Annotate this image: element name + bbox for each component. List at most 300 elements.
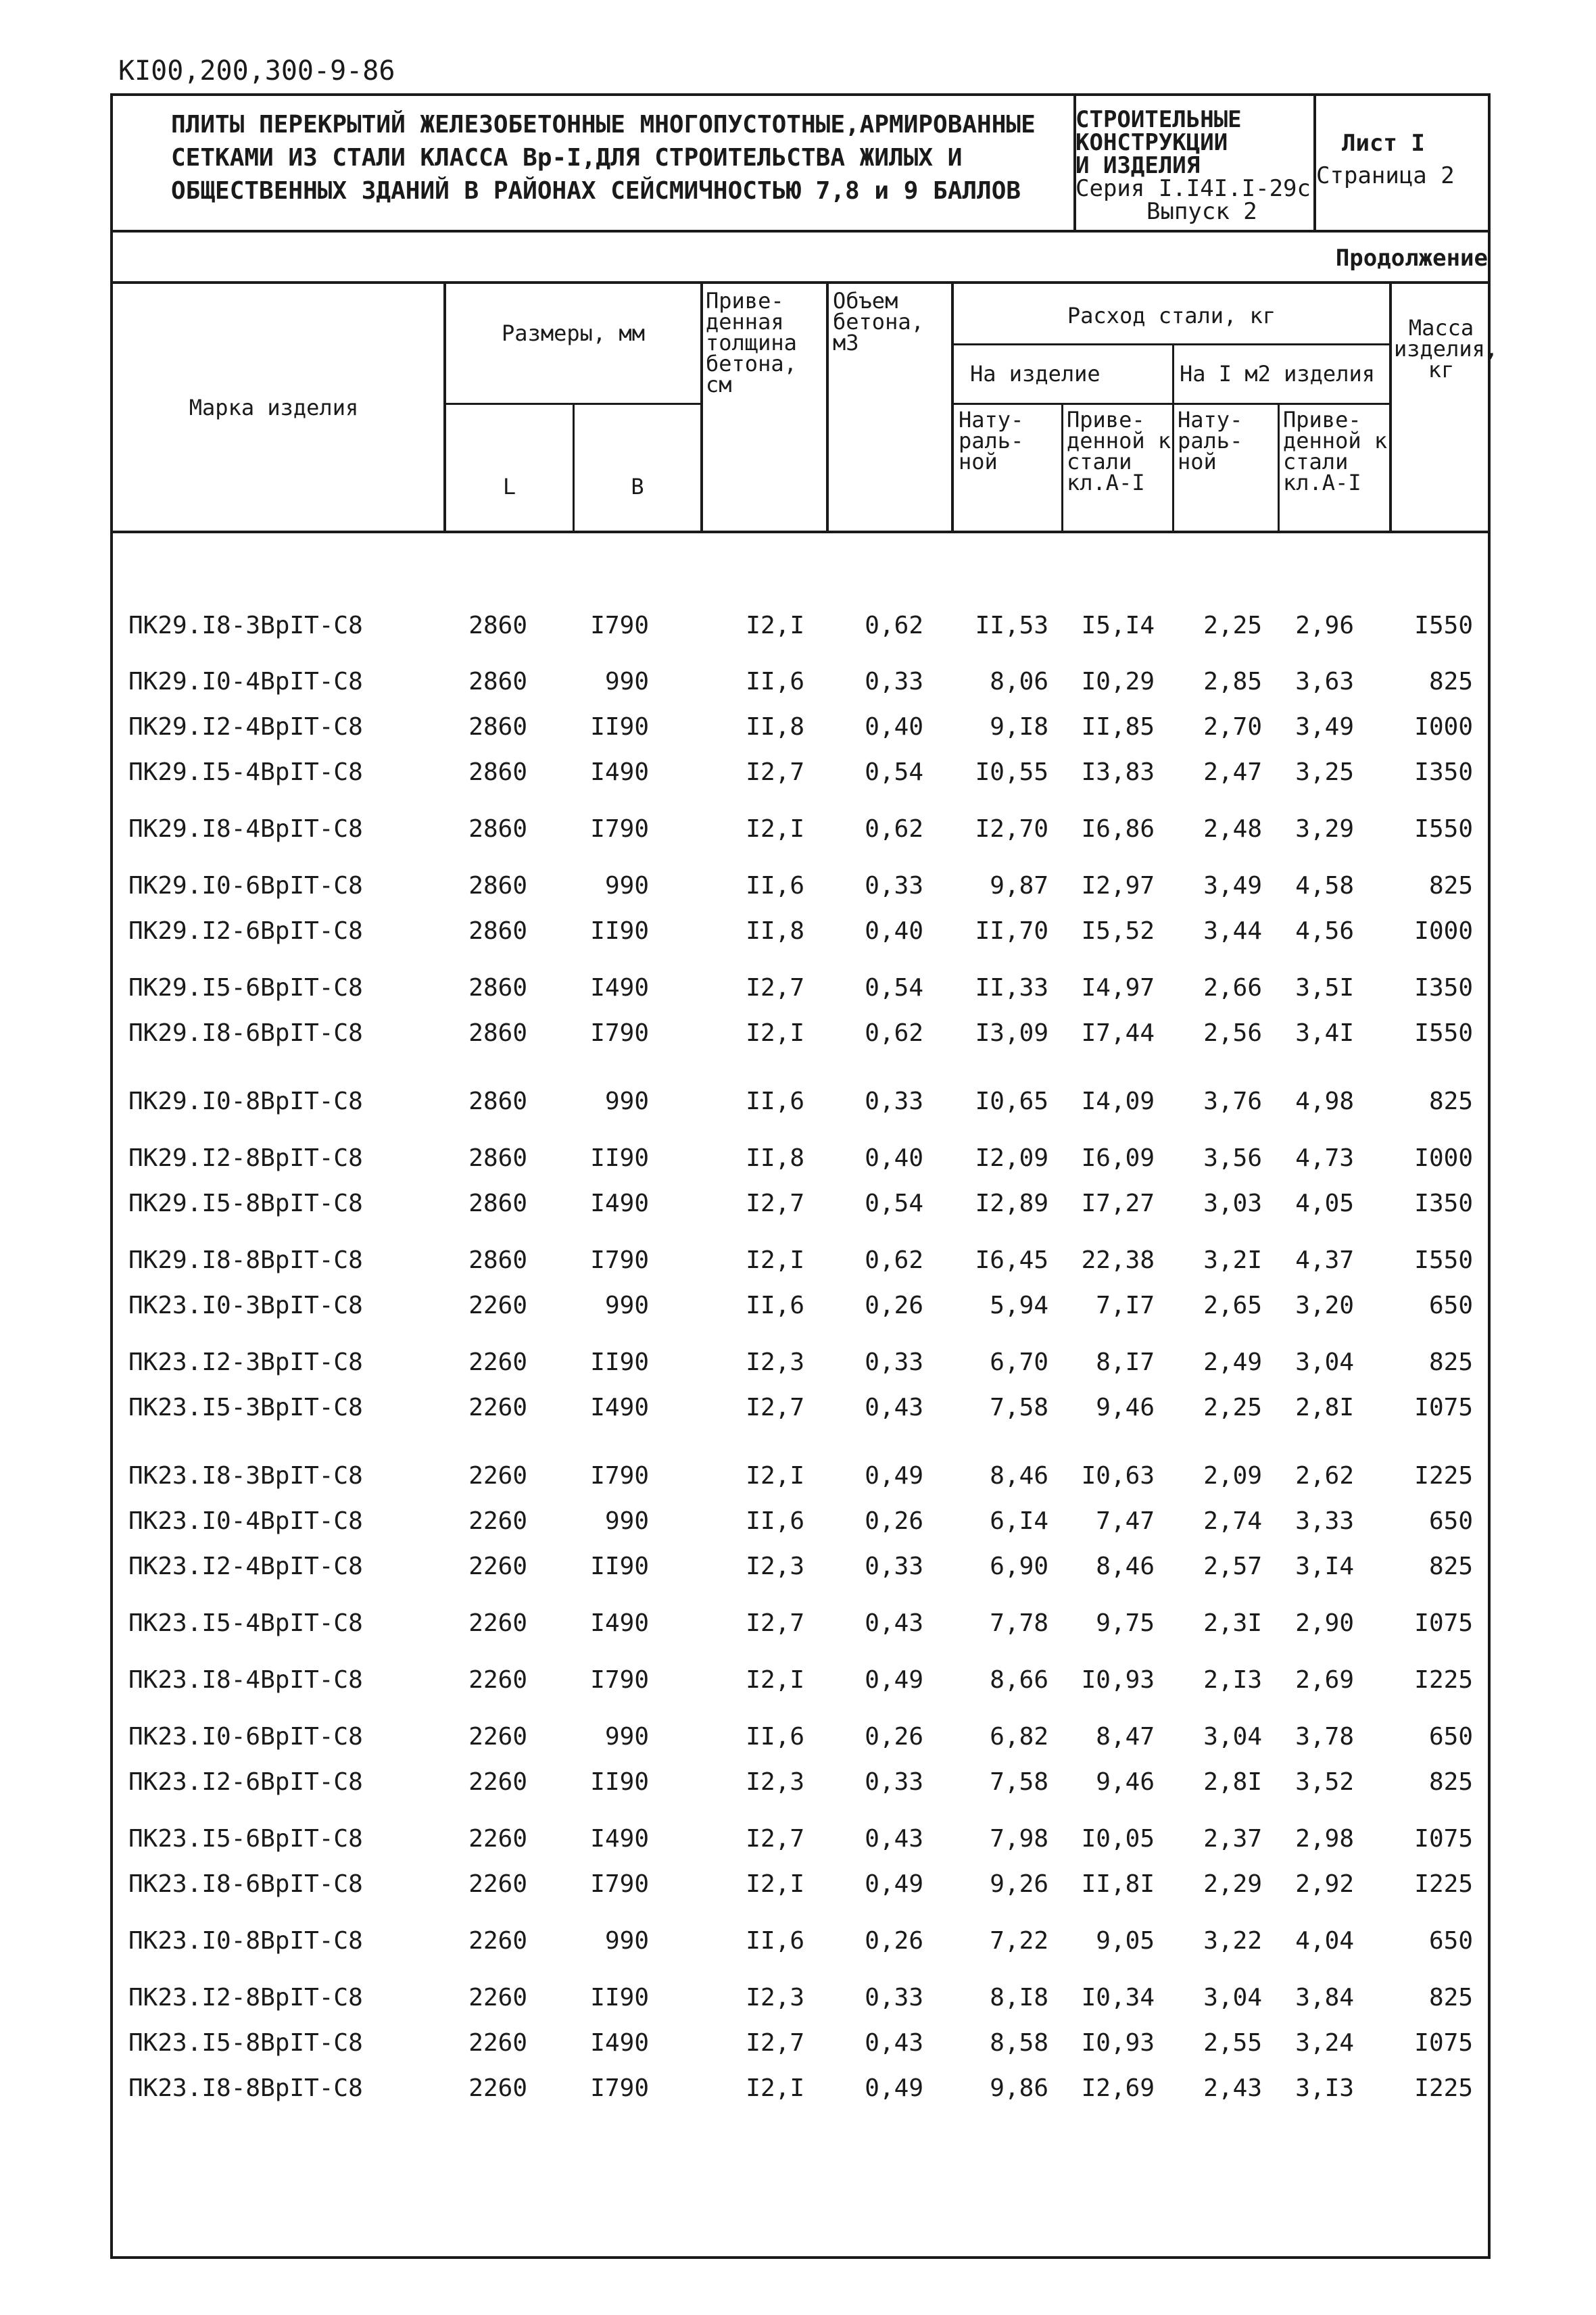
cell-width: I490	[590, 1190, 649, 1217]
cell-volume: 0,26	[865, 1292, 923, 1319]
cell-width: II90	[590, 1553, 649, 1580]
cell-mass: 825	[1428, 1088, 1473, 1115]
cell-steel-reduced: I0,34	[1081, 1984, 1155, 2012]
cell-thickness: II,6	[746, 1723, 804, 1751]
title-block	[110, 93, 1491, 233]
cell-steel-natural: 7,58	[990, 1394, 1048, 1421]
cell-mass: I075	[1414, 1825, 1473, 1853]
cell-mass: I075	[1414, 2029, 1473, 2057]
cell-volume: 0,26	[865, 1927, 923, 1955]
cell-mark: ПК23.I2-6ВрIТ-С8	[128, 1768, 363, 1796]
cell-steel-reduced: 9,75	[1096, 1609, 1155, 1637]
cell-width: I490	[590, 2029, 649, 2057]
cell-steel-reduced: 8,46	[1096, 1553, 1155, 1580]
cell-mark: ПК29.I8-3ВрIТ-С8	[128, 612, 363, 639]
cell-steel-reduced: 7,47	[1096, 1507, 1155, 1535]
cell-thickness: II,6	[746, 1507, 804, 1535]
cell-steel-reduced-m2: 4,58	[1295, 872, 1354, 900]
continuation-label: Продолжение	[1335, 245, 1488, 272]
cell-steel-natural-m2: 2,70	[1203, 713, 1262, 741]
cell-steel-natural: 8,I8	[990, 1984, 1048, 2012]
cell-steel-reduced-m2: 4,05	[1295, 1190, 1354, 1217]
cell-volume: 0,49	[865, 1870, 923, 1898]
cell-steel-natural-m2: 2,85	[1203, 668, 1262, 696]
cell-mass: 825	[1428, 668, 1473, 696]
cell-volume: 0,33	[865, 1984, 923, 2012]
cell-steel-natural: I2,09	[975, 1144, 1048, 1172]
cell-mass: I550	[1414, 612, 1473, 639]
cell-steel-reduced: I2,97	[1081, 872, 1155, 900]
cell-steel-reduced: 7,I7	[1096, 1292, 1155, 1319]
cell-steel-reduced: I0,63	[1081, 1462, 1155, 1490]
cell-length: 2260	[468, 1984, 527, 2012]
cell-steel-natural: 5,94	[990, 1292, 1048, 1319]
cell-thickness: I2,I	[746, 1246, 804, 1274]
cell-steel-natural-m2: 2,65	[1203, 1292, 1262, 1319]
cell-steel-reduced-m2: 3,63	[1295, 668, 1354, 696]
cell-steel-natural-m2: 2,37	[1203, 1825, 1262, 1853]
cell-length: 2860	[468, 612, 527, 639]
header-mass: Масса изделия, кг	[1394, 315, 1499, 383]
cell-length: 2260	[468, 1292, 527, 1319]
cell-volume: 0,49	[865, 2074, 923, 2102]
cell-steel-natural-m2: 2,56	[1203, 1019, 1262, 1047]
cell-volume: 0,62	[865, 815, 923, 843]
cell-width: 990	[604, 1507, 649, 1535]
cell-steel-natural-m2: 3,76	[1203, 1088, 1262, 1115]
cell-thickness: I2,7	[746, 1609, 804, 1637]
cell-steel-reduced-m2: 2,92	[1295, 1870, 1354, 1898]
construction-label: И ИЗДЕЛИЯ	[1075, 152, 1201, 179]
document-code: KI00,200,300-9-86	[118, 55, 395, 87]
cell-steel-natural: 6,82	[990, 1723, 1048, 1751]
cell-steel-reduced-m2: 3,78	[1295, 1723, 1354, 1751]
cell-steel-natural-m2: 2,47	[1203, 758, 1262, 786]
cell-mark: ПК29.I0-8ВрIТ-С8	[128, 1088, 363, 1115]
page-label: Страница 2	[1316, 162, 1455, 189]
cell-volume: 0,26	[865, 1723, 923, 1751]
cell-mass: 650	[1428, 1292, 1473, 1319]
cell-mark: ПК29.I2-4ВрIТ-С8	[128, 713, 363, 741]
cell-thickness: I2,I	[746, 612, 804, 639]
cell-thickness: II,6	[746, 1088, 804, 1115]
row-divider	[951, 403, 1392, 405]
cell-steel-reduced-m2: 3,I3	[1295, 2074, 1354, 2102]
cell-mark: ПК29.I0-4ВрIТ-С8	[128, 668, 363, 696]
cell-mark: ПК29.I8-8ВрIТ-С8	[128, 1246, 363, 1274]
cell-mass: I075	[1414, 1609, 1473, 1637]
cell-steel-reduced-m2: 4,98	[1295, 1088, 1354, 1115]
cell-steel-reduced-m2: 3,4I	[1295, 1019, 1354, 1047]
cell-thickness: I2,3	[746, 1348, 804, 1376]
cell-width: II90	[590, 1348, 649, 1376]
cell-steel-natural: 6,90	[990, 1553, 1048, 1580]
cell-thickness: I2,7	[746, 2029, 804, 2057]
cell-steel-reduced: 9,05	[1096, 1927, 1155, 1955]
cell-width: I490	[590, 1825, 649, 1853]
cell-width: I790	[590, 815, 649, 843]
cell-steel-reduced-m2: 2,69	[1295, 1666, 1354, 1694]
cell-thickness: I2,I	[746, 815, 804, 843]
cell-width: 990	[604, 1927, 649, 1955]
cell-length: 2860	[468, 917, 527, 945]
cell-mark: ПК29.I5-8ВрIТ-С8	[128, 1190, 363, 1217]
cell-steel-natural: 9,I8	[990, 713, 1048, 741]
document-title	[171, 108, 1151, 208]
cell-steel-natural-m2: 3,04	[1203, 1723, 1262, 1751]
cell-steel-reduced-m2: 2,8I	[1295, 1394, 1354, 1421]
header-natural: Нату- раль- ной	[959, 407, 1024, 474]
cell-volume: 0,54	[865, 1190, 923, 1217]
cell-steel-natural: 6,70	[990, 1348, 1048, 1376]
cell-length: 2260	[468, 2074, 527, 2102]
cell-length: 2260	[468, 2029, 527, 2057]
header-width: B	[631, 474, 644, 499]
cell-steel-natural: I0,65	[975, 1088, 1048, 1115]
cell-mark: ПК23.I0-3ВрIТ-С8	[128, 1292, 363, 1319]
cell-steel-reduced-m2: 3,29	[1295, 815, 1354, 843]
cell-width: 990	[604, 1723, 649, 1751]
cell-volume: 0,43	[865, 1609, 923, 1637]
cell-mark: ПК23.I8-6ВрIТ-С8	[128, 1870, 363, 1898]
cell-length: 2860	[468, 1246, 527, 1274]
cell-steel-reduced: I0,05	[1081, 1825, 1155, 1853]
cell-thickness: I2,3	[746, 1553, 804, 1580]
cell-width: II90	[590, 1984, 649, 2012]
cell-width: I790	[590, 1870, 649, 1898]
cell-mass: I000	[1414, 917, 1473, 945]
cell-steel-natural: I3,09	[975, 1019, 1048, 1047]
cell-width: I790	[590, 2074, 649, 2102]
cell-mass: 650	[1428, 1927, 1473, 1955]
cell-volume: 0,33	[865, 1553, 923, 1580]
cell-steel-reduced-m2: 3,I4	[1295, 1553, 1354, 1580]
cell-steel-natural: I2,70	[975, 815, 1048, 843]
cell-steel-reduced: 9,46	[1096, 1394, 1155, 1421]
cell-mass: I225	[1414, 1666, 1473, 1694]
cell-steel-reduced: 8,I7	[1096, 1348, 1155, 1376]
cell-mass: 825	[1428, 1553, 1473, 1580]
cell-steel-natural-m2: 2,66	[1203, 974, 1262, 1002]
cell-volume: 0,33	[865, 1088, 923, 1115]
cell-steel-reduced-m2: 3,49	[1295, 713, 1354, 741]
cell-volume: 0,62	[865, 1246, 923, 1274]
cell-steel-natural: 8,06	[990, 668, 1048, 696]
cell-steel-reduced: 9,46	[1096, 1768, 1155, 1796]
cell-mark: ПК23.I8-3ВрIТ-С8	[128, 1462, 363, 1490]
cell-length: 2860	[468, 1088, 527, 1115]
cell-steel-reduced-m2: 3,84	[1295, 1984, 1354, 2012]
cell-width: I790	[590, 1246, 649, 1274]
cell-volume: 0,49	[865, 1666, 923, 1694]
cell-length: 2860	[468, 1190, 527, 1217]
cell-mark: ПК23.I0-4ВрIТ-С8	[128, 1507, 363, 1535]
cell-length: 2260	[468, 1927, 527, 1955]
cell-thickness: I2,7	[746, 1394, 804, 1421]
cell-mark: ПК29.I5-6ВрIТ-С8	[128, 974, 363, 1002]
cell-steel-natural: 8,46	[990, 1462, 1048, 1490]
cell-steel-reduced-m2: 4,37	[1295, 1246, 1354, 1274]
cell-volume: 0,33	[865, 1348, 923, 1376]
cell-volume: 0,54	[865, 974, 923, 1002]
cell-steel-natural-m2: 2,55	[1203, 2029, 1262, 2057]
cell-steel-natural: 7,22	[990, 1927, 1048, 1955]
cell-width: 990	[604, 668, 649, 696]
header-per-item: На изделие	[970, 361, 1101, 387]
cell-steel-reduced-m2: 3,33	[1295, 1507, 1354, 1535]
cell-thickness: I2,I	[746, 2074, 804, 2102]
cell-steel-reduced: I5,I4	[1081, 612, 1155, 639]
cell-mass: 650	[1428, 1507, 1473, 1535]
cell-width: 990	[604, 872, 649, 900]
cell-steel-natural-m2: 3,04	[1203, 1984, 1262, 2012]
cell-mark: ПК23.I0-8ВрIТ-С8	[128, 1927, 363, 1955]
cell-length: 2860	[468, 815, 527, 843]
cell-length: 2260	[468, 1825, 527, 1853]
header-reduced: Приве- денной к стали кл.А-I	[1067, 407, 1171, 495]
cell-steel-natural: II,70	[975, 917, 1048, 945]
cell-length: 2260	[468, 1666, 527, 1694]
cell-steel-natural-m2: 2,57	[1203, 1553, 1262, 1580]
cell-steel-reduced-m2: 3,20	[1295, 1292, 1354, 1319]
cell-steel-natural: 7,58	[990, 1768, 1048, 1796]
cell-steel-reduced-m2: 3,04	[1295, 1348, 1354, 1376]
cell-thickness: I2,I	[746, 1870, 804, 1898]
cell-steel-natural-m2: 3,2I	[1203, 1246, 1262, 1274]
cell-steel-reduced-m2: 2,62	[1295, 1462, 1354, 1490]
column-divider	[826, 281, 829, 533]
cell-steel-natural-m2: 2,8I	[1203, 1768, 1262, 1796]
cell-mass: I350	[1414, 974, 1473, 1002]
cell-width: I790	[590, 612, 649, 639]
cell-width: I490	[590, 1394, 649, 1421]
cell-volume: 0,62	[865, 1019, 923, 1047]
cell-steel-natural-m2: 3,56	[1203, 1144, 1262, 1172]
cell-width: II90	[590, 1768, 649, 1796]
cell-steel-reduced: 22,38	[1081, 1246, 1155, 1274]
cell-width: I790	[590, 1019, 649, 1047]
cell-steel-reduced-m2: 3,5I	[1295, 974, 1354, 1002]
cell-width: I790	[590, 1666, 649, 1694]
cell-steel-natural-m2: 2,48	[1203, 815, 1262, 843]
cell-thickness: I2,7	[746, 758, 804, 786]
cell-volume: 0,49	[865, 1462, 923, 1490]
cell-steel-reduced-m2: 3,24	[1295, 2029, 1354, 2057]
cell-steel-reduced: I6,86	[1081, 815, 1155, 843]
row-divider	[443, 403, 703, 405]
cell-thickness: I2,I	[746, 1462, 804, 1490]
cell-volume: 0,54	[865, 758, 923, 786]
header-volume: Объем бетона, м3	[833, 288, 924, 356]
cell-volume: 0,62	[865, 612, 923, 639]
cell-steel-natural: 9,86	[990, 2074, 1048, 2102]
series-block	[1075, 108, 1313, 223]
cell-steel-reduced-m2: 3,25	[1295, 758, 1354, 786]
cell-mark: ПК23.I2-4ВрIТ-С8	[128, 1553, 363, 1580]
cell-width: 990	[604, 1088, 649, 1115]
title-line: ПЛИТЫ ПЕРЕКРЫТИЙ ЖЕЛЕЗОБЕТОННЫЕ МНОГОПУСТОТНЫЕ,АРМИРОВАННЫЕ	[171, 111, 1036, 139]
cell-mark: ПК29.I5-4ВрIТ-С8	[128, 758, 363, 786]
cell-mass: 825	[1428, 872, 1473, 900]
cell-volume: 0,43	[865, 1394, 923, 1421]
cell-mark: ПК23.I5-8ВрIТ-С8	[128, 2029, 363, 2057]
cell-steel-natural: I2,89	[975, 1190, 1048, 1217]
cell-steel-reduced: I0,29	[1081, 668, 1155, 696]
cell-thickness: II,8	[746, 1144, 804, 1172]
cell-length: 2260	[468, 1507, 527, 1535]
cell-length: 2260	[468, 1870, 527, 1898]
cell-thickness: II,8	[746, 917, 804, 945]
cell-length: 2260	[468, 1768, 527, 1796]
cell-thickness: II,6	[746, 1927, 804, 1955]
cell-steel-natural: 9,26	[990, 1870, 1048, 1898]
cell-mark: ПК29.I2-6ВрIТ-С8	[128, 917, 363, 945]
cell-thickness: I2,3	[746, 1984, 804, 2012]
cell-steel-reduced-m2: 2,98	[1295, 1825, 1354, 1853]
cell-mass: I000	[1414, 1144, 1473, 1172]
cell-mark: ПК29.I8-4ВрIТ-С8	[128, 815, 363, 843]
header-bottom-border	[110, 531, 1491, 533]
header-thickness: Приве- денная толщина бетона, см	[706, 288, 797, 397]
cell-steel-reduced: I0,93	[1081, 2029, 1155, 2057]
cell-volume: 0,40	[865, 917, 923, 945]
header-mark: Марка изделия	[189, 395, 359, 420]
cell-mark: ПК29.I2-8ВрIТ-С8	[128, 1144, 363, 1172]
cell-length: 2860	[468, 668, 527, 696]
cell-volume: 0,40	[865, 1144, 923, 1172]
cell-steel-natural: 7,98	[990, 1825, 1048, 1853]
column-divider	[1061, 403, 1063, 533]
header-steel: Расход стали, кг	[1067, 303, 1276, 328]
title-line: ОБЩЕСТВЕННЫХ ЗДАНИЙ В РАЙОНАХ СЕЙСМИЧНОСТЬЮ 7,8 и 9 БАЛЛОВ	[171, 177, 1021, 205]
cell-steel-reduced-m2: 2,90	[1295, 1609, 1354, 1637]
header-per-m2: На I м2 изделия	[1180, 361, 1375, 387]
header-natural-m2: Нату- раль- ной	[1178, 407, 1243, 474]
cell-mark: ПК23.I5-4ВрIТ-С8	[128, 1609, 363, 1637]
cell-mark: ПК29.I8-6ВрIТ-С8	[128, 1019, 363, 1047]
cell-mass: I225	[1414, 1870, 1473, 1898]
column-divider	[700, 281, 703, 533]
cell-steel-natural-m2: 3,44	[1203, 917, 1262, 945]
cell-steel-natural-m2: 2,43	[1203, 2074, 1262, 2102]
cell-steel-natural-m2: 2,49	[1203, 1348, 1262, 1376]
cell-length: 2260	[468, 1553, 527, 1580]
cell-length: 2260	[468, 1462, 527, 1490]
cell-width: II90	[590, 917, 649, 945]
cell-mark: ПК23.I0-6ВрIТ-С8	[128, 1723, 363, 1751]
cell-length: 2860	[468, 1144, 527, 1172]
cell-thickness: II,8	[746, 713, 804, 741]
cell-mass: I350	[1414, 758, 1473, 786]
cell-volume: 0,26	[865, 1507, 923, 1535]
cell-thickness: II,6	[746, 1292, 804, 1319]
column-divider	[1389, 281, 1392, 533]
cell-steel-natural: 6,I4	[990, 1507, 1048, 1535]
cell-width: 990	[604, 1292, 649, 1319]
cell-steel-natural: I0,55	[975, 758, 1048, 786]
cell-steel-reduced-m2: 4,04	[1295, 1927, 1354, 1955]
cell-mark: ПК23.I5-3ВрIТ-С8	[128, 1394, 363, 1421]
sheet-block	[1316, 127, 1491, 192]
construction-label: СТРОИТЕЛЬНЫЕ	[1075, 106, 1242, 133]
cell-steel-reduced: II,8I	[1081, 1870, 1155, 1898]
cell-mass: I225	[1414, 2074, 1473, 2102]
cell-volume: 0,33	[865, 668, 923, 696]
column-divider	[1278, 403, 1280, 533]
cell-mass: I550	[1414, 815, 1473, 843]
cell-steel-natural: II,53	[975, 612, 1048, 639]
cell-length: 2260	[468, 1723, 527, 1751]
issue-label: Выпуск 2	[1146, 198, 1257, 225]
cell-volume: 0,33	[865, 872, 923, 900]
title-line: СЕТКАМИ ИЗ СТАЛИ КЛАССА Вр-I,ДЛЯ СТРОИТЕЛЬСТВА ЖИЛЫХ И	[171, 144, 963, 172]
cell-steel-natural-m2: 2,25	[1203, 1394, 1262, 1421]
cell-mass: I000	[1414, 713, 1473, 741]
cell-mark: ПК23.I2-3ВрIТ-С8	[128, 1348, 363, 1376]
cell-mass: I550	[1414, 1246, 1473, 1274]
cell-steel-natural-m2: 3,49	[1203, 872, 1262, 900]
cell-steel-natural-m2: 3,22	[1203, 1927, 1262, 1955]
cell-mass: I350	[1414, 1190, 1473, 1217]
cell-length: 2860	[468, 758, 527, 786]
cell-length: 2860	[468, 872, 527, 900]
cell-steel-natural-m2: 2,74	[1203, 1507, 1262, 1535]
cell-thickness: I2,7	[746, 974, 804, 1002]
cell-steel-reduced: I3,83	[1081, 758, 1155, 786]
cell-steel-natural-m2: 2,3I	[1203, 1609, 1262, 1637]
cell-steel-reduced: I7,44	[1081, 1019, 1155, 1047]
cell-mark: ПК29.I0-6ВрIТ-С8	[128, 872, 363, 900]
cell-width: II90	[590, 713, 649, 741]
cell-mark: ПК23.I8-8ВрIТ-С8	[128, 2074, 363, 2102]
cell-steel-natural: I6,45	[975, 1246, 1048, 1274]
cell-length: 2260	[468, 1609, 527, 1637]
cell-steel-reduced: 8,47	[1096, 1723, 1155, 1751]
cell-steel-natural: 8,66	[990, 1666, 1048, 1694]
series-label: Серия I.I4I.I-29с	[1075, 175, 1311, 202]
cell-volume: 0,40	[865, 713, 923, 741]
cell-length: 2860	[468, 713, 527, 741]
cell-steel-reduced-m2: 2,96	[1295, 612, 1354, 639]
cell-mark: ПК23.I8-4ВрIТ-С8	[128, 1666, 363, 1694]
table-top-border	[110, 281, 1491, 284]
row-divider	[951, 343, 1392, 345]
cell-thickness: I2,7	[746, 1190, 804, 1217]
column-divider	[573, 403, 575, 533]
cell-thickness: I2,7	[746, 1825, 804, 1853]
sheet-label: Лист I	[1342, 130, 1425, 157]
cell-volume: 0,33	[865, 1768, 923, 1796]
cell-volume: 0,43	[865, 2029, 923, 2057]
cell-width: I790	[590, 1462, 649, 1490]
header-dimensions: Размеры, мм	[502, 320, 645, 346]
construction-label: КОНСТРУКЦИИ	[1075, 129, 1228, 156]
cell-mass: I550	[1414, 1019, 1473, 1047]
cell-length: 2260	[468, 1348, 527, 1376]
header-reduced-m2: Приве- денной к стали кл.А-I	[1283, 407, 1388, 495]
header-length: L	[502, 474, 516, 499]
cell-steel-natural: II,33	[975, 974, 1048, 1002]
cell-steel-reduced-m2: 3,52	[1295, 1768, 1354, 1796]
cell-width: I490	[590, 758, 649, 786]
cell-steel-natural: 7,78	[990, 1609, 1048, 1637]
cell-steel-reduced: II,85	[1081, 713, 1155, 741]
cell-steel-reduced: I0,93	[1081, 1666, 1155, 1694]
cell-steel-reduced: I4,09	[1081, 1088, 1155, 1115]
cell-steel-reduced: I7,27	[1081, 1190, 1155, 1217]
cell-steel-reduced-m2: 4,73	[1295, 1144, 1354, 1172]
cell-thickness: I2,3	[746, 1768, 804, 1796]
